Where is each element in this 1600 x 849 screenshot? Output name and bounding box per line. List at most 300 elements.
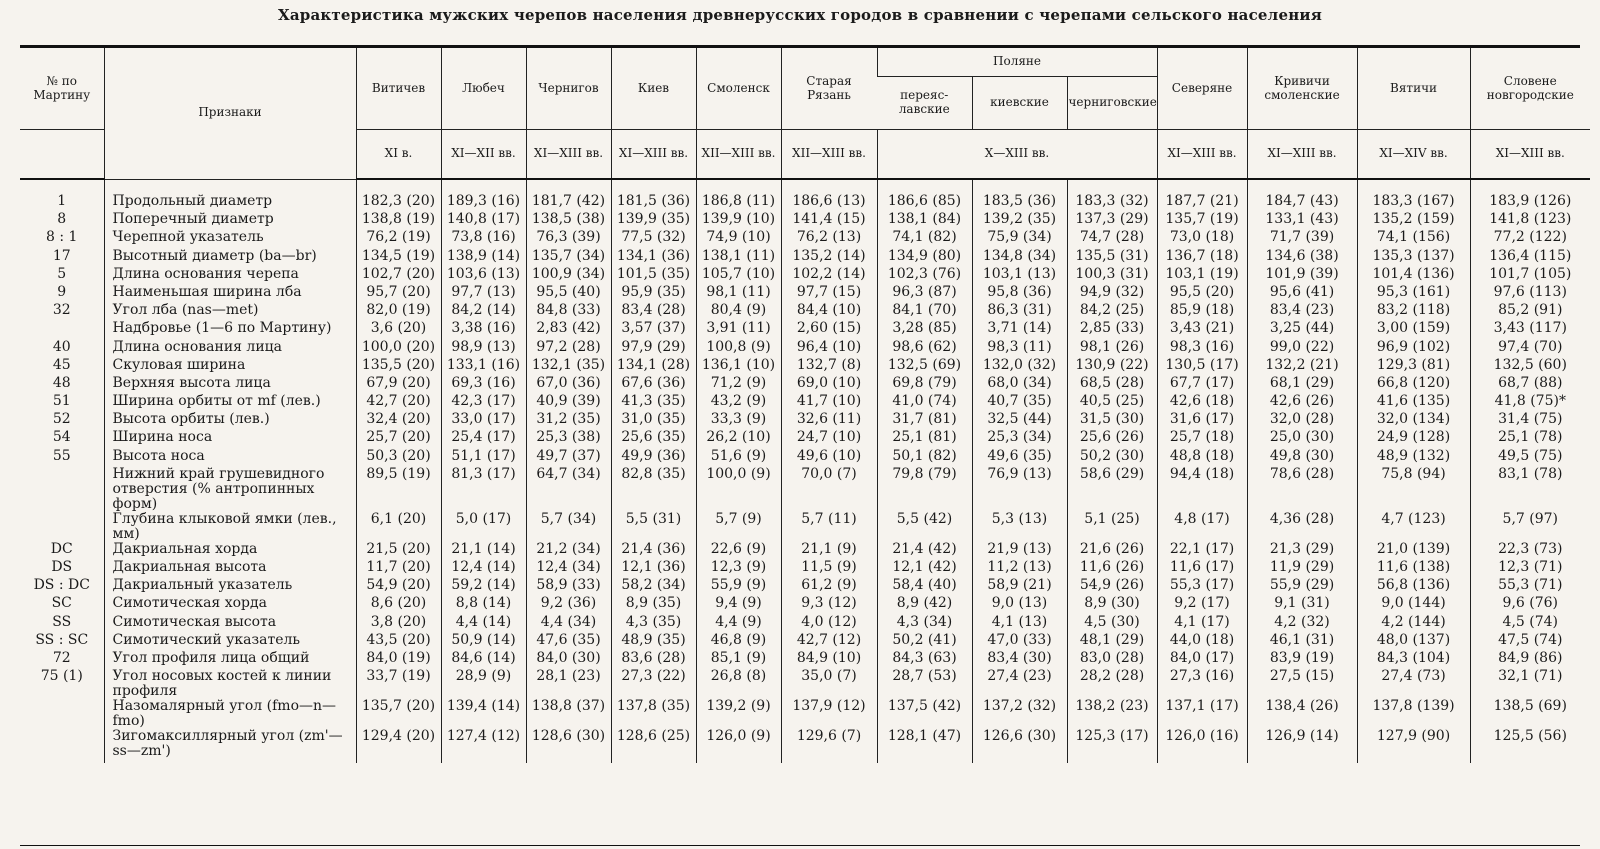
cell-value: 27,3 (22) [611, 669, 696, 699]
cell-value: 140,8 (17) [441, 212, 526, 230]
cell-value: 25,1 (81) [877, 430, 972, 448]
cell-value: 50,2 (30) [1067, 449, 1157, 467]
row-feature: Дакриальная высота [104, 560, 356, 578]
cell-value: 132,2 (21) [1247, 358, 1357, 376]
cell-value: 135,7 (20) [356, 699, 441, 729]
cell-value: 25,6 (35) [611, 430, 696, 448]
table-row [20, 249, 1590, 267]
cell-value: 58,4 (40) [877, 578, 972, 596]
cell-value: 96,3 (87) [877, 285, 972, 303]
cell-value: 5,5 (31) [611, 512, 696, 542]
cell-value: 11,6 (138) [1357, 560, 1470, 578]
cell-value: 3,38 (16) [441, 321, 526, 339]
cell-value: 9,2 (17) [1157, 596, 1247, 614]
cell-value: 95,8 (36) [972, 285, 1067, 303]
row-number [20, 467, 104, 512]
cell-value: 98,9 (13) [441, 340, 526, 358]
cell-value: 68,1 (29) [1247, 376, 1357, 394]
table-row [20, 340, 1590, 358]
cell-value: 11,7 (20) [356, 560, 441, 578]
row-feature: Нижний край грушевидного отверстия (% антропинных форм) [104, 467, 356, 512]
cell-value: 101,4 (136) [1357, 267, 1470, 285]
cell-value: 94,4 (18) [1157, 467, 1247, 512]
cell-value: 25,6 (26) [1067, 430, 1157, 448]
cell-value: 58,9 (33) [526, 578, 611, 596]
table-row [20, 179, 1590, 212]
cell-value: 4,1 (17) [1157, 615, 1247, 633]
period-5: XII—XIII вв. [781, 130, 877, 180]
cell-value: 66,8 (120) [1357, 376, 1470, 394]
cell-value: 47,5 (74) [1470, 633, 1590, 651]
cell-value: 4,3 (34) [877, 615, 972, 633]
cell-value: 3,57 (37) [611, 321, 696, 339]
row-feature: Симотическая хорда [104, 596, 356, 614]
cell-value: 31,7 (81) [877, 412, 972, 430]
cell-value: 85,2 (91) [1470, 303, 1590, 321]
cell-value: 2,60 (15) [781, 321, 877, 339]
row-number: 45 [52, 356, 71, 373]
cell-value: 132,5 (60) [1470, 358, 1590, 376]
cell-value: 141,4 (15) [781, 212, 877, 230]
cell-value: 9,6 (76) [1470, 596, 1590, 614]
table-row [20, 633, 1590, 651]
cell-value: 24,7 (10) [781, 430, 877, 448]
cell-value: 4,4 (14) [441, 615, 526, 633]
table-row [20, 212, 1590, 230]
col-header-5: Старая Рязань [781, 48, 877, 130]
row-feature: Симотический указатель [104, 633, 356, 651]
cell-value: 138,2 (23) [1067, 699, 1157, 729]
col-header-6: переяс-лавские [877, 77, 972, 130]
row-number: SS : SC [35, 631, 89, 648]
cell-value: 47,0 (33) [972, 633, 1067, 651]
cell-value: 128,6 (30) [526, 729, 611, 763]
cell-value: 83,4 (23) [1247, 303, 1357, 321]
cell-value: 71,7 (39) [1247, 230, 1357, 248]
col-header-10: Кривичи смоленские [1247, 48, 1357, 130]
cell-value: 21,5 (20) [356, 542, 441, 560]
row-feature: Глубина клыковой ямки (лев., мм) [104, 512, 356, 542]
cell-value: 97,7 (13) [441, 285, 526, 303]
cell-value: 136,4 (115) [1470, 249, 1590, 267]
cell-value: 136,1 (10) [696, 358, 781, 376]
row-number: 40 [52, 338, 71, 355]
cell-value: 101,5 (35) [611, 267, 696, 285]
row-feature: Ширина орбиты от mf (лев.) [104, 394, 356, 412]
cell-value: 95,6 (41) [1247, 285, 1357, 303]
cell-value: 27,4 (23) [972, 669, 1067, 699]
cell-value: 51,1 (17) [441, 449, 526, 467]
cell-value: 46,1 (31) [1247, 633, 1357, 651]
cell-value: 43,5 (20) [356, 633, 441, 651]
cell-value: 137,8 (35) [611, 699, 696, 729]
cell-value: 44,0 (18) [1157, 633, 1247, 651]
row-feature: Наименьшая ширина лба [104, 285, 356, 303]
cell-value: 103,1 (13) [972, 267, 1067, 285]
cell-value: 128,6 (25) [611, 729, 696, 763]
cell-value: 49,8 (30) [1247, 449, 1357, 467]
cell-value: 9,3 (12) [781, 596, 877, 614]
cell-value: 48,9 (132) [1357, 449, 1470, 467]
cell-value: 12,4 (14) [441, 560, 526, 578]
cell-value: 126,0 (16) [1157, 729, 1247, 763]
cell-value: 48,9 (35) [611, 633, 696, 651]
cell-value: 74,7 (28) [1067, 230, 1157, 248]
cell-value: 139,4 (14) [441, 699, 526, 729]
cell-value: 129,6 (7) [781, 729, 877, 763]
cell-value: 59,2 (14) [441, 578, 526, 596]
cell-value: 76,2 (19) [356, 230, 441, 248]
cell-value: 55,9 (9) [696, 578, 781, 596]
cell-value: 32,0 (28) [1247, 412, 1357, 430]
cell-value: 134,6 (38) [1247, 249, 1357, 267]
cell-value: 32,4 (20) [356, 412, 441, 430]
feature-header: Признаки [104, 48, 356, 179]
cell-value: 22,1 (17) [1157, 542, 1247, 560]
row-number [20, 699, 104, 729]
cell-value: 98,6 (62) [877, 340, 972, 358]
cell-value: 58,9 (21) [972, 578, 1067, 596]
cell-value: 98,1 (11) [696, 285, 781, 303]
cell-value: 5,7 (34) [526, 512, 611, 542]
group-header: Поляне [877, 48, 1157, 77]
cell-value: 42,6 (26) [1247, 394, 1357, 412]
cell-value: 9,0 (144) [1357, 596, 1470, 614]
row-feature: Высотный диаметр (ba—br) [104, 249, 356, 267]
period-11: XI—XIV вв. [1357, 130, 1470, 180]
cell-value: 3,28 (85) [877, 321, 972, 339]
cell-value: 132,5 (69) [877, 358, 972, 376]
row-number: 5 [57, 265, 67, 282]
cell-value: 3,6 (20) [356, 321, 441, 339]
cell-value: 100,3 (31) [1067, 267, 1157, 285]
row-number [20, 729, 104, 763]
cell-value: 22,6 (9) [696, 542, 781, 560]
row-number: 54 [52, 429, 71, 446]
row-number: SC [51, 595, 72, 612]
cell-value: 137,2 (32) [972, 699, 1067, 729]
cell-value: 100,8 (9) [696, 340, 781, 358]
cell-value: 136,7 (18) [1157, 249, 1247, 267]
cell-value: 139,2 (9) [696, 699, 781, 729]
table-row [20, 669, 1590, 699]
cell-value: 95,9 (35) [611, 285, 696, 303]
cell-value: 27,3 (16) [1157, 669, 1247, 699]
cell-value: 4,0 (12) [781, 615, 877, 633]
cell-value: 9,1 (31) [1247, 596, 1357, 614]
cell-value: 181,5 (36) [611, 179, 696, 212]
table-row [20, 412, 1590, 430]
row-feature: Угол носовых костей к линии профиля [104, 669, 356, 699]
row-feature: Черепной указатель [104, 230, 356, 248]
cell-value: 3,71 (14) [972, 321, 1067, 339]
table-row [20, 467, 1590, 512]
cell-value: 134,5 (19) [356, 249, 441, 267]
cell-value: 27,5 (15) [1247, 669, 1357, 699]
cell-value: 3,43 (21) [1157, 321, 1247, 339]
col-header-9: Северяне [1157, 48, 1247, 130]
row-number: DC [50, 540, 73, 557]
cell-value: 5,0 (17) [441, 512, 526, 542]
cell-value: 50,1 (82) [877, 449, 972, 467]
row-feature: Дакриальный указатель [104, 578, 356, 596]
row-number: SS [52, 613, 72, 630]
cell-value: 50,9 (14) [441, 633, 526, 651]
row-number: 1 [57, 193, 67, 209]
cell-value: 128,1 (47) [877, 729, 972, 763]
row-feature: Назомалярный угол (fmo—n—fmo) [104, 699, 356, 729]
table-row [20, 578, 1590, 596]
cell-value: 125,3 (17) [1067, 729, 1157, 763]
cell-value: 32,0 (134) [1357, 412, 1470, 430]
cell-value: 127,4 (12) [441, 729, 526, 763]
cell-value: 138,8 (37) [526, 699, 611, 729]
cell-value: 11,9 (29) [1247, 560, 1357, 578]
cell-value: 183,3 (167) [1357, 179, 1470, 212]
cell-value: 126,6 (30) [972, 729, 1067, 763]
cell-value: 138,4 (26) [1247, 699, 1357, 729]
cell-value: 78,6 (28) [1247, 467, 1357, 512]
cell-value: 84,9 (86) [1470, 651, 1590, 669]
table-row [20, 430, 1590, 448]
cell-value: 134,8 (34) [972, 249, 1067, 267]
cell-value: 25,7 (18) [1157, 430, 1247, 448]
cell-value: 25,7 (20) [356, 430, 441, 448]
cell-value: 76,9 (13) [972, 467, 1067, 512]
cell-value: 85,9 (18) [1157, 303, 1247, 321]
cell-value: 5,7 (97) [1470, 512, 1590, 542]
cell-value: 73,0 (18) [1157, 230, 1247, 248]
cell-value: 84,6 (14) [441, 651, 526, 669]
cell-value: 54,9 (20) [356, 578, 441, 596]
cell-value: 105,7 (10) [696, 267, 781, 285]
row-number: 55 [52, 447, 71, 464]
cell-value: 42,6 (18) [1157, 394, 1247, 412]
cell-value: 32,1 (71) [1470, 669, 1590, 699]
cell-value: 28,7 (53) [877, 669, 972, 699]
cell-value: 4,4 (9) [696, 615, 781, 633]
cell-value: 33,3 (9) [696, 412, 781, 430]
cell-value: 32,6 (11) [781, 412, 877, 430]
table-row [20, 651, 1590, 669]
row-number: 8 [57, 211, 67, 228]
cell-value: 139,9 (10) [696, 212, 781, 230]
row-feature: Надбровье (1—6 по Мартину) [104, 321, 356, 339]
cell-value: 189,3 (16) [441, 179, 526, 212]
cell-value: 8,9 (42) [877, 596, 972, 614]
cell-value: 35,0 (7) [781, 669, 877, 699]
cell-value: 125,5 (56) [1470, 729, 1590, 763]
cell-value: 85,1 (9) [696, 651, 781, 669]
cell-value: 21,4 (36) [611, 542, 696, 560]
cell-value: 75,8 (94) [1357, 467, 1470, 512]
cell-value: 8,6 (20) [356, 596, 441, 614]
row-number [20, 321, 104, 339]
cell-value: 4,36 (28) [1247, 512, 1357, 542]
cell-value: 132,0 (32) [972, 358, 1067, 376]
cell-value: 135,7 (34) [526, 249, 611, 267]
cell-value: 77,2 (122) [1470, 230, 1590, 248]
cell-value: 49,6 (10) [781, 449, 877, 467]
cell-value: 141,8 (123) [1470, 212, 1590, 230]
cell-value: 98,3 (11) [972, 340, 1067, 358]
row-number: 32 [52, 302, 71, 319]
cell-value: 11,2 (13) [972, 560, 1067, 578]
cell-value: 126,0 (9) [696, 729, 781, 763]
table-body [20, 179, 1590, 763]
cell-value: 69,0 (10) [781, 376, 877, 394]
cell-value: 98,1 (26) [1067, 340, 1157, 358]
table-row [20, 321, 1590, 339]
cell-value: 21,1 (9) [781, 542, 877, 560]
cell-value: 67,6 (36) [611, 376, 696, 394]
cell-value: 41,7 (10) [781, 394, 877, 412]
cell-value: 97,9 (29) [611, 340, 696, 358]
cell-value: 28,9 (9) [441, 669, 526, 699]
cell-value: 138,5 (38) [526, 212, 611, 230]
cell-value: 103,1 (19) [1157, 267, 1247, 285]
cell-value: 135,3 (137) [1357, 249, 1470, 267]
cell-value: 42,7 (20) [356, 394, 441, 412]
cell-value: 58,6 (29) [1067, 467, 1157, 512]
cell-value: 84,9 (10) [781, 651, 877, 669]
table-row [20, 358, 1590, 376]
cell-value: 133,1 (43) [1247, 212, 1357, 230]
col-header-8: черниговские [1067, 77, 1157, 130]
cell-value: 4,1 (13) [972, 615, 1067, 633]
cell-value: 101,9 (39) [1247, 267, 1357, 285]
cell-value: 99,0 (22) [1247, 340, 1357, 358]
cell-value: 129,4 (20) [356, 729, 441, 763]
period-2: XI—XIII вв. [526, 130, 611, 180]
cell-value: 76,2 (13) [781, 230, 877, 248]
cell-value: 3,00 (159) [1357, 321, 1470, 339]
cell-value: 74,1 (156) [1357, 230, 1470, 248]
col-header-7: киевские [972, 77, 1067, 130]
table-row [20, 512, 1590, 542]
row-number: DS : DC [33, 577, 90, 594]
table-row [20, 699, 1590, 729]
cell-value: 130,5 (17) [1157, 358, 1247, 376]
cell-value: 138,8 (19) [356, 212, 441, 230]
table-row [20, 615, 1590, 633]
cell-value: 138,1 (84) [877, 212, 972, 230]
cell-value: 76,3 (39) [526, 230, 611, 248]
cell-value: 21,9 (13) [972, 542, 1067, 560]
cell-value: 21,2 (34) [526, 542, 611, 560]
row-feature: Длина основания лица [104, 340, 356, 358]
cell-value: 56,8 (136) [1357, 578, 1470, 596]
col-header-12: Словене новгородские [1470, 48, 1590, 130]
cell-value: 25,3 (38) [526, 430, 611, 448]
cell-value: 137,8 (139) [1357, 699, 1470, 729]
cell-value: 127,9 (90) [1357, 729, 1470, 763]
cell-value: 83,4 (28) [611, 303, 696, 321]
cell-value: 137,5 (42) [877, 699, 972, 729]
cell-value: 79,8 (79) [877, 467, 972, 512]
row-feature: Высота носа [104, 449, 356, 467]
cell-value: 64,7 (34) [526, 467, 611, 512]
cell-value: 83,4 (30) [972, 651, 1067, 669]
cell-value: 21,1 (14) [441, 542, 526, 560]
cell-value: 8,8 (14) [441, 596, 526, 614]
cell-value: 26,8 (8) [696, 669, 781, 699]
cell-value: 27,4 (73) [1357, 669, 1470, 699]
cell-value: 97,2 (28) [526, 340, 611, 358]
cell-value: 4,5 (74) [1470, 615, 1590, 633]
cell-value: 83,0 (28) [1067, 651, 1157, 669]
cell-value: 8,9 (35) [611, 596, 696, 614]
period-3: XI—XIII вв. [611, 130, 696, 180]
cell-value: 183,3 (32) [1067, 179, 1157, 212]
cell-value: 130,9 (22) [1067, 358, 1157, 376]
row-feature: Поперечный диаметр [104, 212, 356, 230]
row-number: 9 [57, 283, 67, 300]
cell-value: 83,6 (28) [611, 651, 696, 669]
table-row [20, 376, 1590, 394]
cell-value: 183,9 (126) [1470, 179, 1590, 212]
cell-value: 3,25 (44) [1247, 321, 1357, 339]
cell-value: 3,43 (117) [1470, 321, 1590, 339]
cell-value: 67,9 (20) [356, 376, 441, 394]
cell-value: 71,2 (9) [696, 376, 781, 394]
cell-value: 32,5 (44) [972, 412, 1067, 430]
cell-value: 31,0 (35) [611, 412, 696, 430]
cell-value: 3,8 (20) [356, 615, 441, 633]
cell-value: 31,6 (17) [1157, 412, 1247, 430]
cell-value: 139,2 (35) [972, 212, 1067, 230]
table-row [20, 729, 1590, 763]
cell-value: 43,2 (9) [696, 394, 781, 412]
cell-value: 50,3 (20) [356, 449, 441, 467]
cell-value: 49,7 (37) [526, 449, 611, 467]
cell-value: 55,9 (29) [1247, 578, 1357, 596]
cell-value: 84,4 (10) [781, 303, 877, 321]
col-header-0: Витичев [356, 48, 441, 130]
cell-value: 33,7 (19) [356, 669, 441, 699]
cell-value: 9,4 (9) [696, 596, 781, 614]
cell-value: 134,1 (36) [611, 249, 696, 267]
cell-value: 67,7 (17) [1157, 376, 1247, 394]
cell-value: 83,9 (19) [1247, 651, 1357, 669]
cell-value: 135,5 (20) [356, 358, 441, 376]
cell-value: 55,3 (71) [1470, 578, 1590, 596]
cell-value: 138,5 (69) [1470, 699, 1590, 729]
table-row [20, 394, 1590, 412]
cell-value: 89,5 (19) [356, 467, 441, 512]
cell-value: 84,1 (70) [877, 303, 972, 321]
cell-value: 40,9 (39) [526, 394, 611, 412]
table-row [20, 560, 1590, 578]
cell-value: 84,2 (25) [1067, 303, 1157, 321]
cell-value: 82,0 (19) [356, 303, 441, 321]
cell-value: 4,5 (30) [1067, 615, 1157, 633]
cell-value: 9,0 (13) [972, 596, 1067, 614]
group-period: X—XIII вв. [877, 130, 1157, 180]
cell-value: 5,7 (11) [781, 512, 877, 542]
cell-value: 40,5 (25) [1067, 394, 1157, 412]
cell-value: 102,2 (14) [781, 267, 877, 285]
cell-value: 133,1 (16) [441, 358, 526, 376]
row-feature: Симотическая высота [104, 615, 356, 633]
cell-value: 134,9 (80) [877, 249, 972, 267]
cell-value: 69,3 (16) [441, 376, 526, 394]
cell-value: 55,3 (17) [1157, 578, 1247, 596]
cell-value: 184,7 (43) [1247, 179, 1357, 212]
table-row [20, 449, 1590, 467]
cell-value: 8,9 (30) [1067, 596, 1157, 614]
cell-value: 129,3 (81) [1357, 358, 1470, 376]
